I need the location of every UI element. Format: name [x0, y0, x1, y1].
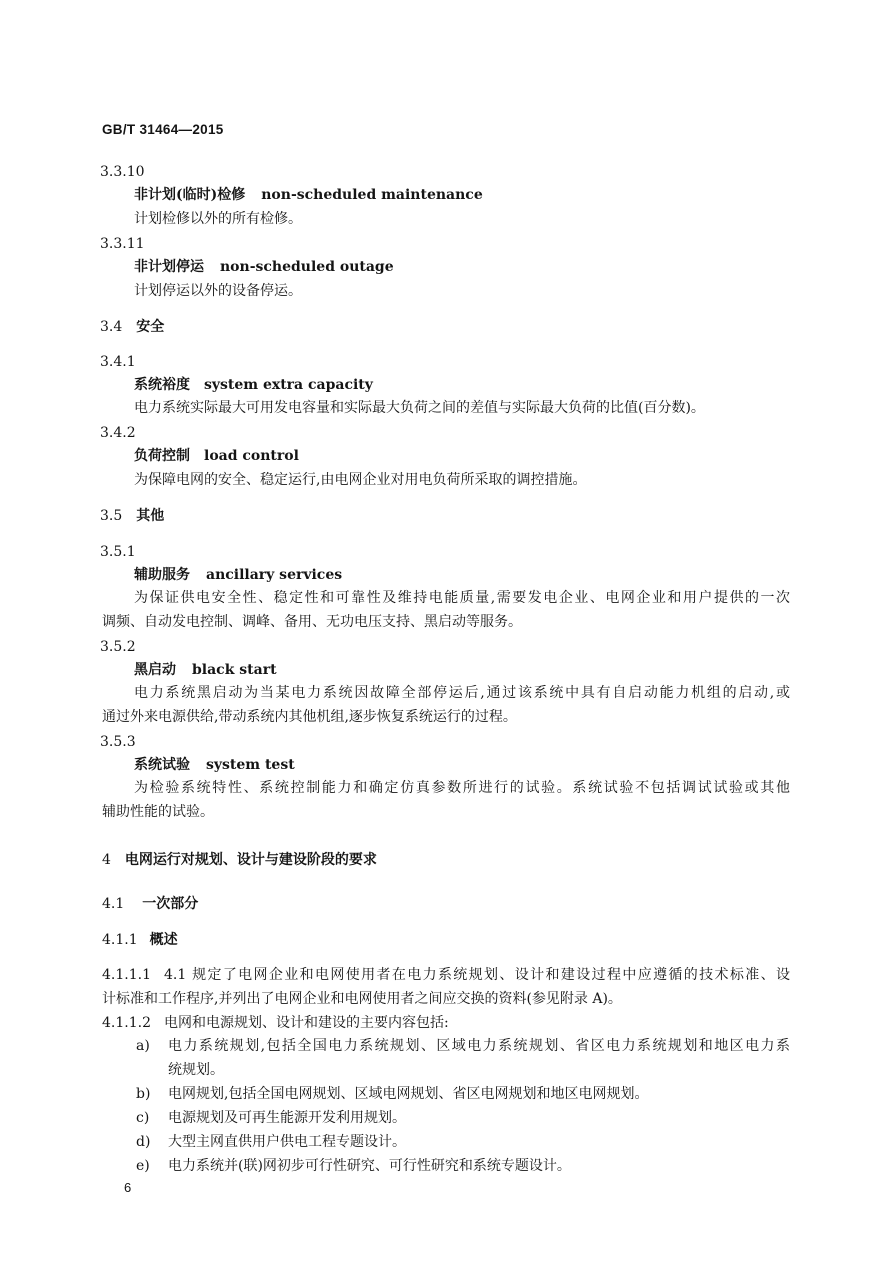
definition-3-5-3-line-2: 辅助性能的试验。: [102, 804, 214, 820]
term-3-4-2: [134, 447, 299, 465]
list-item-b: 电网规划,包括全国电网规划、区域电网规划、省区电网规划和地区电网规划。: [168, 1086, 649, 1102]
clause-4-1-1-2-text: 电网和电源规划、设计和建设的主要内容包括:: [164, 1015, 449, 1031]
chapter-number: 4: [102, 852, 111, 868]
clause-4-1-1-1-line-1: 4.1 规定了电网企业和电网使用者在电力系统规划、设计和建设过程中应遵循的技术标准、设: [164, 967, 790, 983]
list-marker-b: b): [136, 1086, 151, 1102]
term-3-4-1: [134, 376, 373, 394]
term-en: non-scheduled maintenance: [261, 187, 483, 203]
chapter-title: 电网运行对规划、设计与建设阶段的要求: [124, 852, 377, 868]
list-marker-a: a): [136, 1038, 150, 1054]
list-item-c: 电源规划及可再生能源开发利用规划。: [168, 1110, 406, 1126]
term-zh: 非计划(临时)检修: [134, 187, 246, 203]
clause-number-3-3-11: 3.3.11: [100, 236, 145, 252]
term-zh: 非计划停运: [134, 259, 204, 275]
section-heading-3-4: [100, 318, 164, 336]
section-heading-3-5: [100, 507, 164, 525]
term-zh: 系统试验: [134, 757, 190, 773]
definition-3-4-2: 为保障电网的安全、稳定运行,由电网企业对用电负荷所采取的调控措施。: [134, 472, 587, 488]
definition-3-5-2-line-1: 电力系统黑启动为当某电力系统因故障全部停运后,通过该系统中具有自启动能力机组的启动,或: [134, 685, 790, 701]
section-number: 3.4: [100, 319, 123, 335]
section-title: 其他: [136, 508, 165, 524]
term-en: system test: [206, 757, 295, 773]
term-zh: 系统裕度: [134, 377, 190, 393]
list-item-d: 大型主网直供用户供电工程专题设计。: [168, 1134, 406, 1150]
clause-number-4-1-1-1: 4.1.1.1: [102, 967, 151, 983]
list-marker-c: c): [136, 1110, 150, 1126]
section-heading-4-1-1: [102, 931, 178, 949]
definition-3-5-2-line-2: 通过外来电源供给,带动系统内其他机组,逐步恢复系统运行的过程。: [102, 709, 517, 725]
standard-code-header: GB/T 31464—2015: [102, 122, 224, 137]
definition-3-5-1-line-2: 调频、自动发电控制、调峰、备用、无功电压支持、黑启动等服务。: [102, 614, 522, 630]
term-3-3-11: [134, 258, 394, 276]
term-3-5-2: [134, 661, 277, 679]
list-marker-d: d): [136, 1134, 151, 1150]
list-item-e: 电力系统并(联)网初步可行性研究、可行性研究和系统专题设计。: [168, 1158, 571, 1174]
page-number: 6: [124, 1180, 132, 1195]
definition-3-4-1: 电力系统实际最大可用发电容量和实际最大负荷之间的差值与实际最大负荷的比值(百分数)。: [134, 400, 705, 416]
term-en: system extra capacity: [204, 377, 373, 393]
term-zh: 辅助服务: [134, 567, 190, 583]
clause-number-3-5-1: 3.5.1: [100, 544, 136, 560]
clause-4-1-1-1-line-2: 计标准和工作程序,并列出了电网企业和电网使用者之间应交换的资料(参见附录 A)。: [102, 991, 622, 1007]
term-en: non-scheduled outage: [220, 259, 394, 275]
clause-number-3-5-3: 3.5.3: [100, 734, 136, 750]
section-heading-4-1: [102, 895, 198, 913]
definition-3-5-3-line-1: 为检验系统特性、系统控制能力和确定仿真参数所进行的试验。系统试验不包括调试试验或其他: [134, 780, 790, 796]
definition-3-5-1-line-1: 为保证供电安全性、稳定性和可靠性及维持电能质量,需要发电企业、电网企业和用户提供的一次: [134, 590, 790, 606]
list-marker-e: e): [136, 1158, 150, 1174]
term-en: load control: [204, 448, 299, 464]
list-item-a-line-2: 统规划。: [168, 1062, 224, 1078]
chapter-heading-4: [102, 851, 377, 869]
clause-number-3-4-2: 3.4.2: [100, 425, 136, 441]
term-en: ancillary services: [206, 567, 343, 583]
section-title: 概述: [149, 932, 178, 948]
definition-3-3-11: 计划停运以外的设备停运。: [134, 283, 302, 299]
term-3-5-3: [134, 756, 295, 774]
clause-number-3-3-10: 3.3.10: [100, 164, 145, 180]
section-title: 一次部分: [142, 896, 199, 912]
list-item-a-line-1: 电力系统规划,包括全国电力系统规划、区域电力系统规划、省区电力系统规划和地区电力系: [168, 1038, 790, 1054]
definition-3-3-10: 计划检修以外的所有检修。: [134, 211, 302, 227]
term-en: black start: [192, 662, 277, 678]
term-3-5-1: [134, 566, 342, 584]
section-number: 4.1.1: [102, 932, 138, 948]
section-number: 3.5: [100, 508, 123, 524]
term-zh: 负荷控制: [134, 448, 190, 464]
clause-number-4-1-1-2: 4.1.1.2: [102, 1015, 151, 1031]
term-zh: 黑启动: [134, 662, 176, 678]
clause-number-3-4-1: 3.4.1: [100, 354, 136, 370]
term-3-3-10: [134, 186, 483, 204]
clause-number-3-5-2: 3.5.2: [100, 639, 136, 655]
section-title: 安全: [136, 319, 165, 335]
section-number: 4.1: [102, 896, 125, 912]
